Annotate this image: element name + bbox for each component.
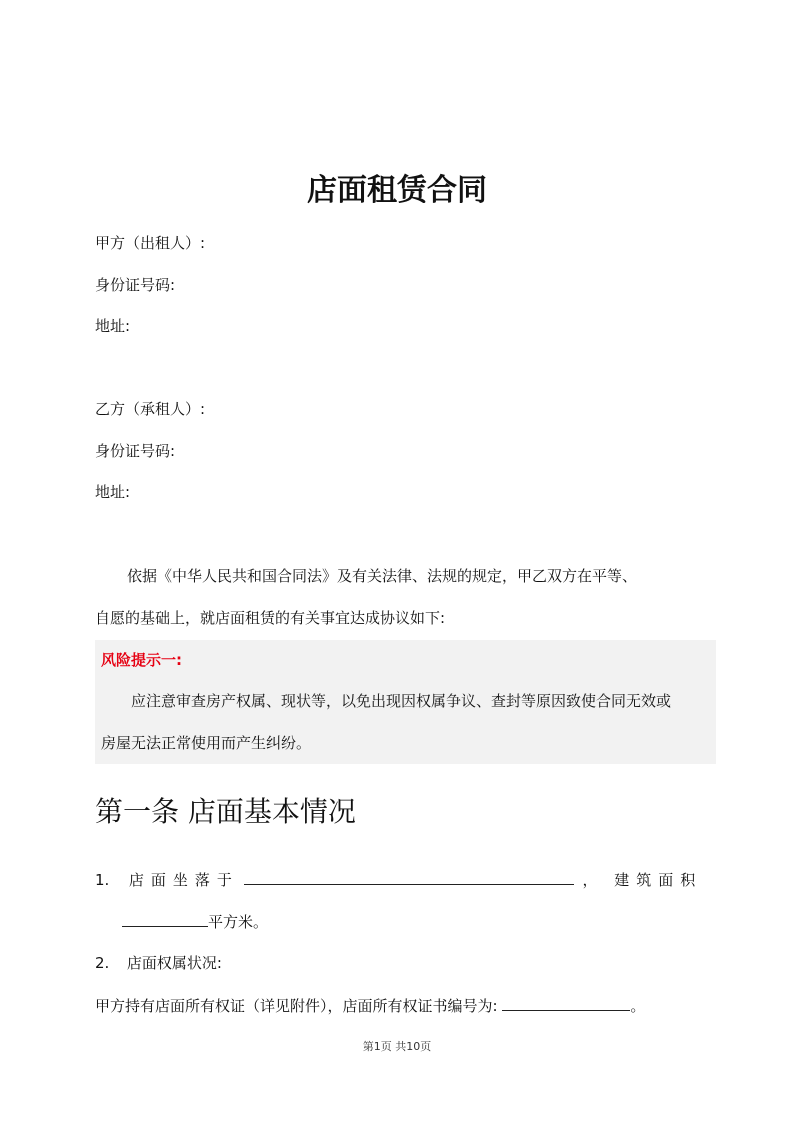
risk-notice-line-1: 应注意审查房产权属、现状等，以免出现因权属争议、查封等原因致使合同无效或 — [131, 692, 672, 710]
article-1-heading: 第一条 店面基本情况 — [95, 795, 356, 828]
article-1-item-1 — [95, 870, 702, 890]
page-footer: 第1页 共10页 — [362, 1040, 432, 1053]
item-1-area-label: 建筑面积 — [614, 871, 703, 889]
party-b-label: 乙方（承租人）: — [95, 400, 206, 418]
party-a-address-label: 地址: — [95, 317, 131, 335]
item-1-number: 1. — [95, 871, 110, 889]
location-blank — [244, 870, 574, 885]
area-unit: 平方米。 — [208, 913, 269, 931]
party-a-label: 甲方（出租人）: — [95, 234, 206, 252]
certificate-number-blank — [502, 996, 630, 1011]
risk-notice-title: 风险提示一: — [101, 651, 182, 669]
article-1-item-2 — [95, 953, 222, 973]
item-1-text: 店面坐落于 — [128, 871, 239, 889]
item-2-end: 。 — [630, 997, 646, 1015]
article-1-item-2-detail — [95, 996, 645, 1016]
item-2-number: 2. — [95, 954, 110, 972]
item-2-text: 店面权属状况: — [126, 954, 222, 972]
article-1-item-1-cont — [122, 912, 268, 932]
intro-line-1: 依据《中华人民共和国合同法》及有关法律、法规的规定，甲乙双方在平等、 — [127, 567, 638, 585]
risk-notice-line-2: 房屋无法正常使用而产生纠纷。 — [101, 734, 312, 752]
intro-line-2: 自愿的基础上，就店面租赁的有关事宜达成协议如下: — [95, 609, 446, 627]
party-a-id-label: 身份证号码: — [95, 276, 176, 294]
party-b-id-label: 身份证号码: — [95, 442, 176, 460]
party-b-address-label: 地址: — [95, 483, 131, 501]
item-1-comma: ， — [582, 871, 598, 889]
document-title: 店面租赁合同 — [307, 173, 487, 208]
item-2-detail-text: 甲方持有店面所有权证（详见附件），店面所有权证书编号为: — [95, 997, 498, 1015]
area-blank — [122, 912, 208, 927]
